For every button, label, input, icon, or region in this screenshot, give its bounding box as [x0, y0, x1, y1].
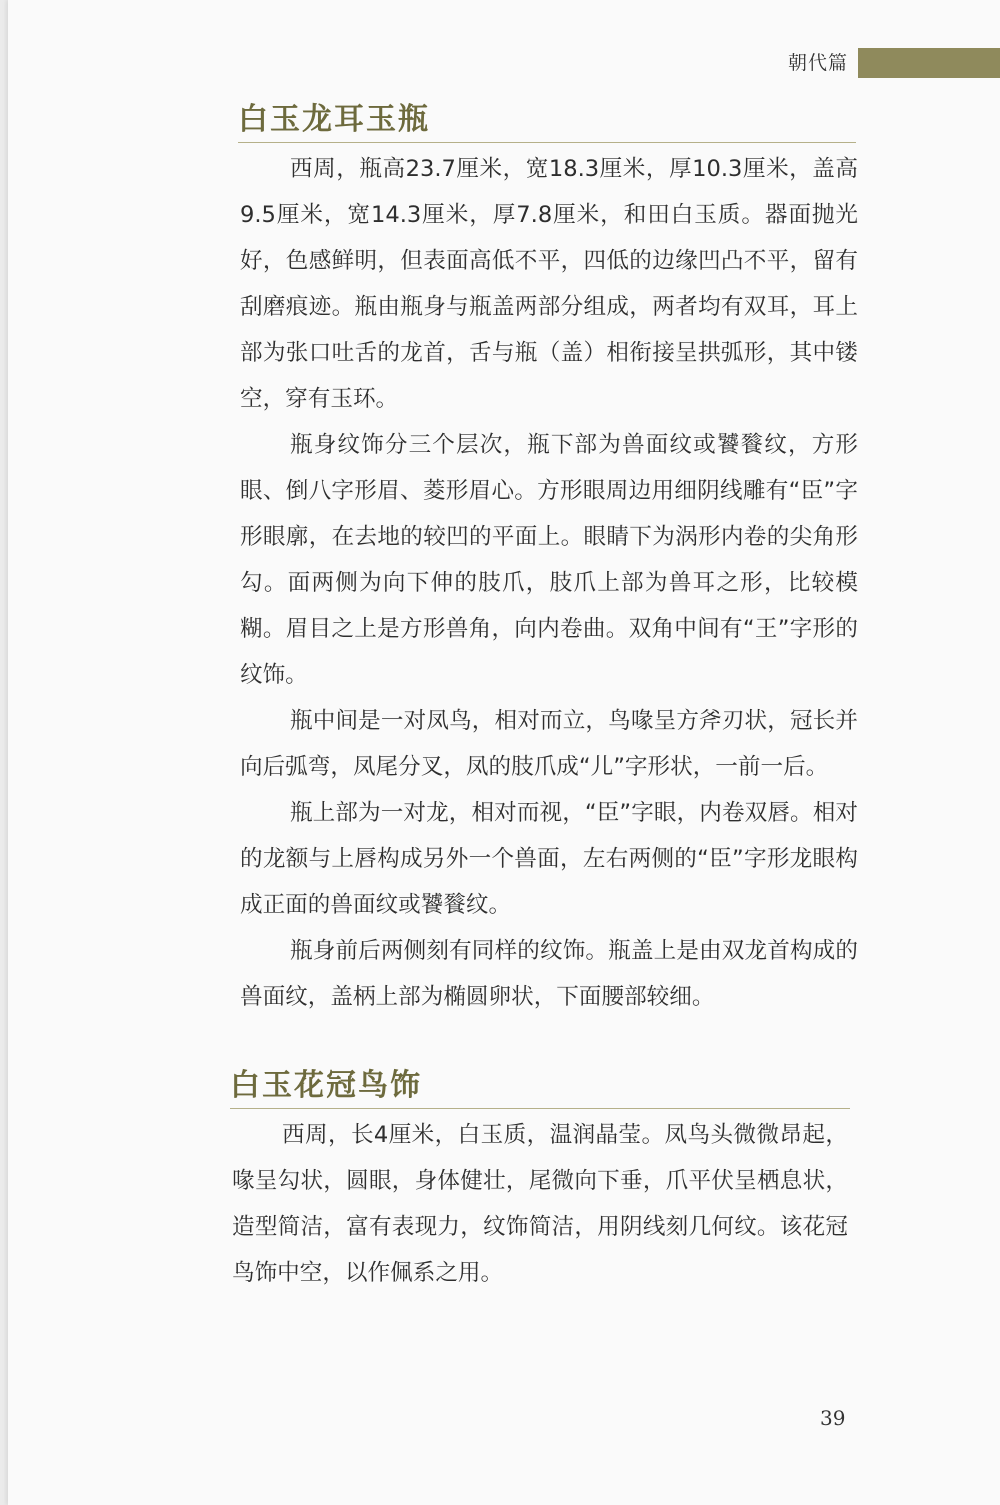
paragraph: 瓶身前后两侧刻有同样的纹饰。瓶盖上是由双龙首构成的兽面纹，盖柄上部为椭圆卵状，下面腰部较细。: [240, 938, 858, 1010]
title-underline: [238, 142, 856, 143]
section-title-bird-ornament: 白玉花冠鸟饰: [230, 1068, 422, 1103]
page-number: 39: [820, 1406, 846, 1430]
paragraph: 西周，长4厘米，白玉质，温润晶莹。凤鸟头微微昂起，喙呈勾状，圆眼，身体健壮，尾微向下垂，爪平伏呈栖息状，造型简洁，富有表现力，纹饰简洁，用阴线刻几何纹。该花冠鸟饰中空，以作佩系之用。: [232, 1122, 848, 1286]
paragraph: 瓶中间是一对凤鸟，相对而立，鸟喙呈方斧刃状，冠长并向后弧弯，凤尾分叉，凤的肢爪成“儿”字形状，一前一后。: [240, 708, 858, 780]
chapter-label: 朝代篇: [788, 52, 849, 74]
paragraph: 瓶上部为一对龙，相对而视，“臣”字眼，内卷双唇。相对的龙额与上唇构成另外一个兽面，左右两侧的“臣”字形龙眼构成正面的兽面纹或饕餮纹。: [240, 800, 858, 918]
paragraph: 西周，瓶高23.7厘米，宽18.3厘米，厚10.3厘米，盖高9.5厘米，宽14.3厘米，厚7.8厘米，和田白玉质。器面抛光好，色感鲜明，但表面高低不平，四低的边缘凹凸不平，留有刮磨痕迹。瓶由瓶身与瓶盖两部分组成，两者均有双耳，耳上部为张口吐舌的龙首，舌与瓶（盖）相衔接呈拱弧形，其中镂空，穿有玉环。: [240, 156, 858, 412]
title-underline: [230, 1108, 850, 1109]
paragraph: 瓶身纹饰分三个层次，瓶下部为兽面纹或饕餮纹，方形眼、倒八字形眉、菱形眉心。方形眼周边用细阴线雕有“臣”字形眼廓，在去地的较凹的平面上。眼睛下为涡形内卷的尖角形勾。面两侧为向下伸的肢爪，肢爪上部为兽耳之形，比较模糊。眉目之上是方形兽角，向内卷曲。双角中间有“王”字形的纹饰。: [240, 432, 858, 688]
book-page: [8, 0, 1000, 1505]
chapter-color-bar: [858, 48, 1000, 78]
section-title-jade-vase: 白玉龙耳玉瓶: [238, 102, 430, 137]
